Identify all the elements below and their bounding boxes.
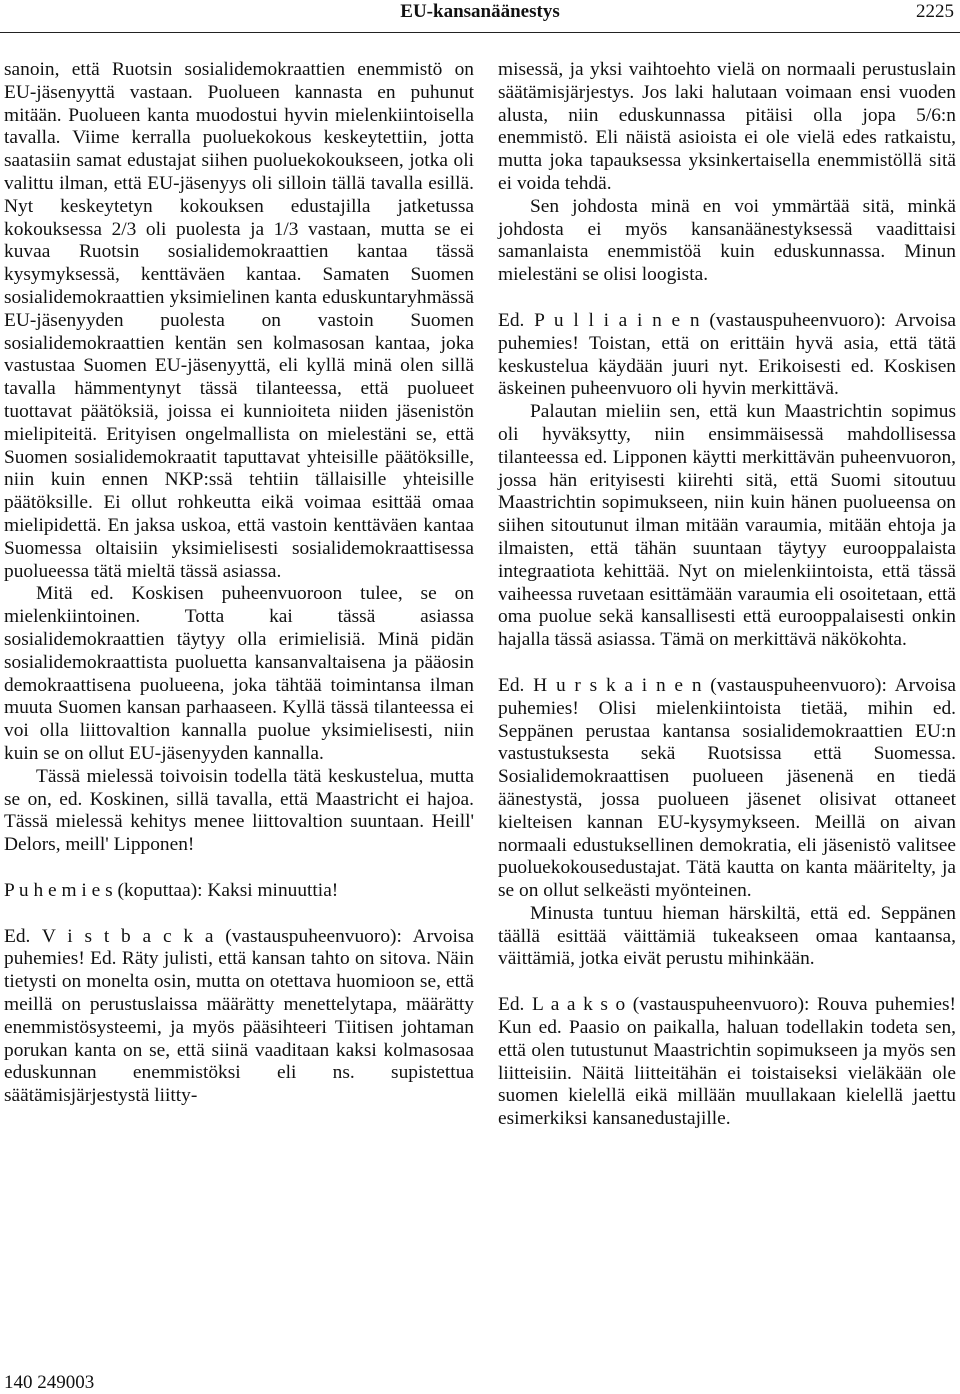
speech-laakso: Ed. L a a k s o (vastauspuheenvuoro): Rouva puhemies! Kun ed. Paasio on paikalla, haluan todellakin todeta sen, että olen tutustunut Maastrichtin sopimukseen ja myös sen liitteisiin. Näitä liitteitähän ei toistaiseksi vieläkään ole suomen kielellä eikä millään muullakaan kielellä jaettu esimerkiksi kansanedustajille. bbox=[498, 994, 956, 1130]
speaker-puhemies: P u h e m i e s (koputtaa): Kaksi minuuttia! bbox=[4, 879, 339, 901]
paragraph-lipponen: Palautan mieliin sen, että kun Maastrichtin sopimus oli hyväksytty, niin ensimmäisessä mahdollisessa tilanteessa ed. Lipponen käytti merkittävän puheenvuoron, jossa hän erityisesti kiirehti sitä, että Suomi sitoutuu Maastrichtin sopimukseen, niin kuin hänen puolueensa on siihen sitoutunut ilman mitään varaumia, mitään ehtoja ja ilmaisten, että tähän suuntaan täytyy eurooppalaista integraatiota kehittää. Nyt on mielenkiintoista, että tässä vaiheessa ruvetaan esittämään varaumia eli osoitetaan, että oma puolue sekä kansallisesti että eurooppalaisesti onkin hajalla tässä asiassa. Tämä on merkittävä näkökohta. bbox=[498, 401, 956, 651]
page-running-title: EU-kansanäänestys bbox=[400, 1, 560, 22]
header-rule bbox=[0, 32, 960, 33]
right-column bbox=[498, 59, 956, 1131]
paragraph-enemmisto: Sen johdosta minä en voi ymmärtää sitä, minkä johdosta ei myös kansanäänestyksessä vaadittaisi samanlaista enemmistöä kuin eduskunnassa. Minun mielestäni se olisi loogista. bbox=[498, 195, 956, 286]
speech-hurskainen: Ed. H u r s k a i n e n (vastauspuheenvuoro): Arvoisa puhemies! Olisi mielenkiintoista tietää, mihin ed. Seppänen perustaa kantansa sosialidemokraattien EU:n vastustuksesta sekä Ruotsissa että Suomessa. Sosialidemokraattisen puolueen jäsenenä en tiedä äänestystä, jossa puolueen jäsenet olisivat ottaneet kielteisen kannan EU-kysymykseen. Meillä on aivan normaali edustuksellinen demokratia, eli jäsenistö valitsee puoluekokousedustajat. Tätä kautta on kanta määritelty, ja se on ollut selkeästi myönteinen. bbox=[498, 674, 956, 902]
paragraph-koskinen-reply: Mitä ed. Koskisen puheenvuoroon tulee, se on mielenkiintoinen. Totta kai tässä asiassa sosialidemokraattien täytyy olla erimielisiä. Minä pidän sosialidemokraattista puoluetta kansanvaltaisena ja pääosin demokraattisena puolueena, joka tähtää toimintansa ilman muuta Suomen kansan parhaaseen. Kyllä tässä tilanteessa ei voi olla liittovaltion kannalla puolue yksimielisesti, niin kuin se on ollut EU-jäsenyyden kannalla. bbox=[4, 583, 474, 764]
page-number: 2225 bbox=[916, 1, 954, 22]
left-column bbox=[4, 59, 474, 1108]
paragraph-maastricht: Tässä mielessä toivoisin todella tätä keskustelua, mutta se on, ed. Koskinen, sillä tavalla, että Maastricht ei hajoa. Tässä mielessä kehitys menee liittovaltion suuntaan. Heill' Delors, meill' Lipponen! bbox=[4, 765, 474, 856]
speech-pulliainen: Ed. P u l l i a i n e n (vastauspuheenvuoro): Arvoisa puhemies! Toistan, että on erittäin hyvä asia, että tätä keskustelua käydään juuri nyt. Erikoisesti ed. Koskisen äskeinen puheenvuoro oli hyvin merkittävä. bbox=[498, 309, 956, 400]
paragraph-continuation: sanoin, että Ruotsin sosialidemokraattien enemmistö on EU-jäsenyyttä vastaan. Puolueen kannasta en puhunut mitään. Puolueen kanta muodostui hyvin mielenkiintoisella tavalla. Viime kerralla puoluekokous keskeytettiin, jotta saatasiin samat edustajat siihen puoluekokoukseen, jotka oli valittu ilman, että EU-jäsenyys oli silloin tällä tavalla esillä. Nyt keskeytetyn kokouksen edustajilla jatketussa kokouksessa 2/3 oli puolesta ja 1/3 vastaan, mutta se ei kuvaa Ruotsin sosialidemokraattien kantaa tässä kysymyksessä, kenttäväen kantaa. Samaten Suomen sosialidemokraattien yksimielinen kanta eduskuntaryhmässä EU-jäsenyyden puolesta on vastoin Suomen sosialidemokraattien kentän sen kolmasosan kantaa, joka vastustaa Suomen EU-jäsenyyttä, eli kyllä minä olen sillä tavalla hämmentynyt tässä tilanteessa, että puolueet tuottavat päätöksiä, joissa ei kunnioiteta niiden jäsenistön mielipiteitä. Erityisen ongelmallista on mielestäni se, että Suomen sosialidemokraatit taputtavat yhteisille päätöksille, niin kuin ennen NKP:ssä tehtiin tällaisille yhteisille päätöksille. Ei ollut rohkeutta eikä voimaa esittää omaa mielipidettä. En jaksa uskoa, että vastoin kenttäväen kantaa Suomessa oltaisiin yksimielisesti sosialidemokraattisessa puolueessa tätä mieltä tässä asiassa. bbox=[4, 59, 474, 582]
paragraph-seppanen: Minusta tuntuu hieman härskiltä, että ed. Seppänen täällä esittää väittämiä tukeakseen omaa kantaansa, väittämiä, jotka eivät perustu mihinkään. bbox=[498, 902, 956, 970]
print-code: 140 249003 bbox=[4, 1372, 95, 1393]
paragraph-continuation-right: misessä, ja yksi vaihtoehto vielä on normaali perustuslain säätämisjärjestys. Jos laki halutaan voimaan ensi vuoden alusta, niin eduskunnassa pitäisi olla jopa 5/6:n enemmistö. Eli näistä asioista ei ole vielä edes ratkaistu, mutta joka tapauksessa yksinkertaisella enemmistöllä sitä ei voida tehdä. bbox=[498, 59, 956, 194]
speech-vistbacka: Ed. V i s t b a c k a (vastauspuheenvuoro): Arvoisa puhemies! Ed. Räty julisti, että kansan tahto on sitova. Näin tietysti on monelta osin, mutta on otettava huomioon se, että meillä on perustuslaissa määrätty menettelytapa, määrätty enemmistösysteemi, ja myös pääsihteeri Tiitisen johtaman porukan kanta on se, että siinä vaaditaan kaksi kolmasosaa eduskunnan enemmistöksi eli ns. supistettua säätämisjärjestystä liitty- bbox=[4, 925, 474, 1107]
